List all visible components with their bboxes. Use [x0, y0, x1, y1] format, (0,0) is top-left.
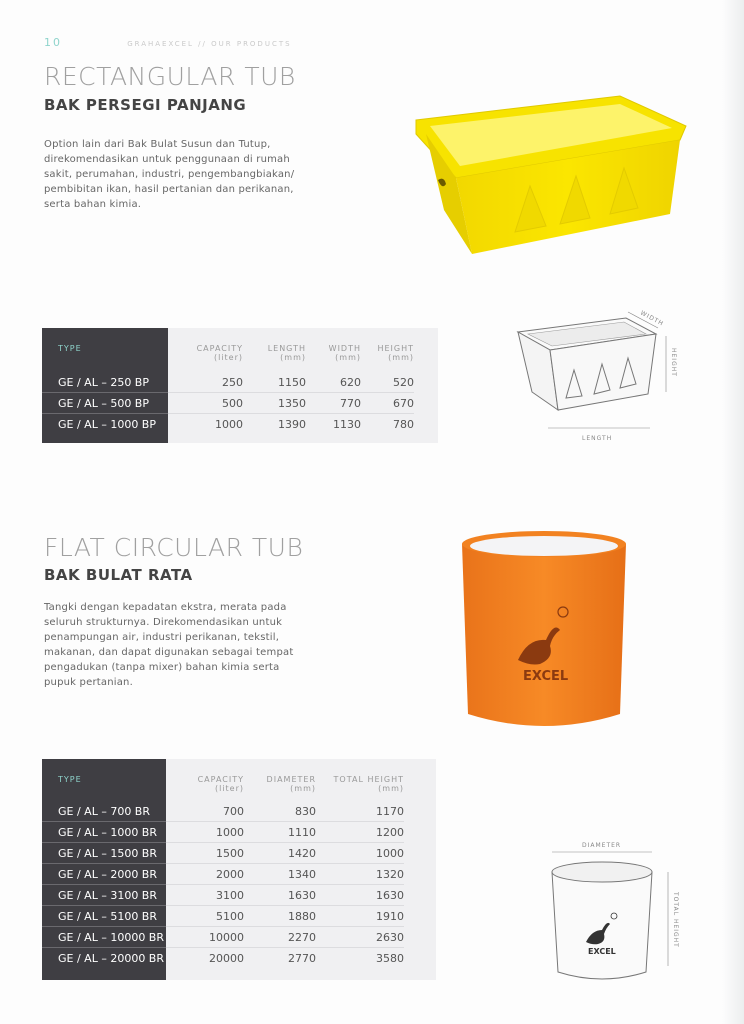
table-cell: 1000: [216, 825, 244, 839]
rect-description: [44, 137, 304, 212]
rect-desc-line: sakit, perumahan, industri, pengembangbiakan/: [44, 169, 295, 180]
rect-subtitle: BAK PERSEGI PANJANG: [44, 96, 247, 114]
table-row: GE / AL – 10000 BR: [42, 927, 166, 948]
table-row: GE / AL – 1000 BR: [42, 822, 166, 843]
rect-col-header: LENGTH (mm): [267, 344, 306, 362]
table-row: 250 1150 620 520: [168, 372, 414, 393]
diameter-label: DIAMETER: [582, 842, 622, 849]
rect-desc-line: serta bahan kimia.: [44, 199, 142, 210]
table-row: GE / AL – 5100 BR: [42, 906, 166, 927]
table-row: [166, 927, 404, 948]
table-row: GE / AL – 3100 BR: [42, 885, 166, 906]
table-row: [166, 948, 404, 969]
table-row: GE / AL – 20000 BR: [58, 952, 164, 965]
page-edge-shadow: [722, 0, 744, 1024]
table-cell: 1340: [288, 867, 316, 881]
page-header: [44, 36, 292, 49]
brand-breadcrumb: GRAHAEXCEL // OUR PRODUCTS: [127, 40, 292, 48]
rect-values-area: [168, 328, 438, 443]
length-label: LENGTH: [582, 435, 613, 442]
circ-tub-dimension-diagram: [540, 836, 690, 986]
table-row: [166, 801, 404, 822]
table-cell: 700: [223, 804, 244, 818]
table-cell: 10000: [209, 930, 244, 944]
page-number: 10: [44, 36, 62, 49]
circ-col-header: DIAMETER (mm): [266, 775, 316, 793]
table-cell: 2770: [288, 952, 316, 965]
circ-desc-line: pupuk pertanian.: [44, 677, 133, 688]
circ-desc-line: pengadukan (tanpa mixer) bahan kimia serta: [44, 662, 280, 673]
table-cell: 3580: [376, 952, 404, 965]
table-cell: 1500: [216, 846, 244, 860]
excel-diagram-logo: EXCEL: [588, 947, 616, 956]
table-cell: 2630: [376, 930, 404, 944]
table-cell: 1910: [376, 909, 404, 923]
rect-desc-line: direkomendasikan untuk penggunaan di rumah: [44, 154, 290, 165]
circ-desc-line: seluruh strukturnya. Direkomendasikan untuk: [44, 617, 283, 628]
table-row: [166, 885, 404, 906]
table-cell: 1630: [288, 888, 316, 902]
table-cell: 2000: [216, 867, 244, 881]
table-row: GE / AL – 500 BP: [42, 393, 168, 414]
circ-spec-table: [42, 759, 436, 980]
table-cell: 1880: [288, 909, 316, 923]
table-cell: 1320: [376, 867, 404, 881]
table-row: 500 1350 770 670: [168, 393, 414, 414]
rect-col-header: HEIGHT (mm): [377, 344, 414, 362]
rect-tub-dimension-diagram: [510, 298, 690, 448]
orange-circular-tub-image: [456, 528, 632, 734]
height-label: HEIGHT: [670, 348, 677, 377]
rect-col-header: WIDTH (mm): [328, 344, 361, 362]
circ-col-header: CAPACITY (liter): [197, 775, 244, 793]
circ-title: FLAT CIRCULAR TUB: [44, 533, 304, 562]
rect-desc-line: Option lain dari Bak Bulat Susun dan Tutup,: [44, 139, 271, 150]
circ-desc-line: makanan, dan dapat digunakan sebagai tempat: [44, 647, 294, 658]
circ-header-row: [166, 759, 404, 801]
table-cell: 2270: [288, 930, 316, 944]
table-row: GE / AL – 1500 BR: [42, 843, 166, 864]
width-label: WIDTH: [639, 309, 665, 328]
table-row: GE / AL – 700 BR: [42, 801, 166, 822]
circ-values-area: [166, 759, 436, 980]
table-row: GE / AL – 2000 BR: [42, 864, 166, 885]
table-cell: 830: [295, 804, 316, 818]
circ-type-column: [42, 759, 166, 980]
rect-type-header: TYPE: [58, 344, 82, 353]
total-height-label: TOTAL HEIGHT: [672, 892, 679, 948]
table-row: [166, 906, 404, 927]
rect-spec-table: [42, 328, 438, 443]
table-cell: 20000: [209, 952, 244, 965]
excel-logo-text: EXCEL: [523, 669, 569, 684]
circ-description: [44, 600, 314, 690]
circ-type-header: TYPE: [58, 775, 82, 784]
table-cell: 5100: [216, 909, 244, 923]
table-cell: 1110: [288, 825, 316, 839]
table-cell: 1000: [376, 846, 404, 860]
table-cell: 1170: [376, 804, 404, 818]
circ-rows: [166, 801, 404, 969]
circ-desc-line: penampungan air, industri perikanan, tekstil,: [44, 632, 280, 643]
table-row: 1000 1390 1130 780: [215, 418, 414, 431]
table-cell: 1630: [376, 888, 404, 902]
table-row: [166, 864, 404, 885]
table-row: GE / AL – 1000 BP: [58, 418, 156, 431]
table-row: [166, 843, 404, 864]
circ-col-header: TOTAL HEIGHT (mm): [333, 775, 404, 793]
table-cell: 1420: [288, 846, 316, 860]
rect-desc-line: pembibitan ikan, hasil pertanian dan perikanan,: [44, 184, 294, 195]
table-row: [166, 822, 404, 843]
circ-subtitle: BAK BULAT RATA: [44, 566, 193, 584]
circ-desc-line: Tangki dengan kepadatan ekstra, merata pada: [44, 602, 287, 613]
rect-type-column: [42, 328, 168, 443]
table-cell: 1200: [376, 825, 404, 839]
table-row: GE / AL – 250 BP: [42, 372, 168, 393]
yellow-rectangular-tub-image: [410, 90, 694, 262]
rect-header-row: [168, 328, 414, 372]
rect-col-header: CAPACITY (liter): [196, 344, 243, 362]
rect-title: RECTANGULAR TUB: [44, 62, 296, 91]
table-cell: 3100: [216, 888, 244, 902]
